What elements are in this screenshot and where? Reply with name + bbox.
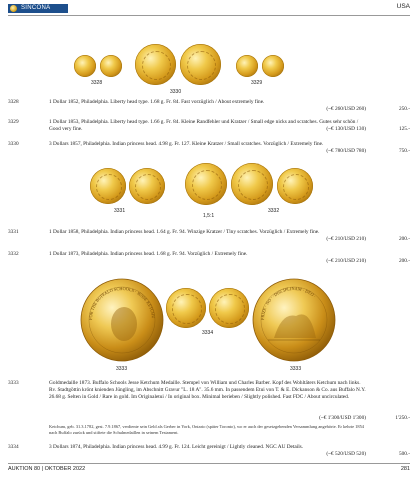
coin-3331-obverse (90, 168, 126, 204)
lot-number-3328: 3328 (8, 99, 19, 105)
lot-price-3331: 200.- (398, 236, 410, 242)
coin-3332-reverse (231, 163, 273, 205)
coin-3329-reverse (262, 55, 284, 77)
lot-number-3331: 3331 (8, 229, 19, 235)
lot-description-3328: 1 Dollar 1852, Philadelphia. Liberty head type. 1.68 g. Fr. 84. Fast vorzüglich / About extremely fine. (49, 99, 265, 105)
lot-description-3332: 1 Dollar 1873, Philadelphia. Indian princess head. 1.68 g. Fr. 94. Vorzüglich / Extremely fine. (49, 251, 248, 257)
lot-price-3334: 500.- (398, 451, 410, 457)
medal-reverse-legend: PRIZE · NO · ·DISCIPLINAM · DEO · (259, 285, 318, 321)
lot-price-3329: 125.- (398, 126, 410, 132)
lot-estimate-3329: (~€ 130/USD 130) (326, 126, 366, 132)
coin-label-3332: 3332 (268, 208, 280, 214)
coin-3334-reverse (209, 288, 249, 328)
medal-obverse-legend: FOR THE BUFFALO SCHOOLS · JESSE KETCHU (87, 285, 156, 321)
lot-number-3330: 3330 (8, 141, 19, 147)
brand-logo-icon (10, 5, 17, 12)
coin-3332-obverse (185, 163, 227, 205)
lot-estimate-3330: (~€ 780/USD 780) (326, 148, 366, 154)
lot-description-3334: 3 Dollars 1874, Philadelphia. Indian princess head. 4.99 g. Fr. 124. Leicht gereinigt / Lightly cleaned. NGC AU Details. (49, 444, 304, 450)
coin-3328-reverse (100, 55, 122, 77)
lot-number-3333: 3333 (8, 380, 19, 386)
coin-3328-obverse (74, 55, 96, 77)
coin-label-3334: 3334 (202, 330, 214, 336)
lot-number-3334: 3334 (8, 444, 19, 450)
brand-name: SINCONA (21, 5, 51, 11)
coin-3329-obverse (236, 55, 258, 77)
coin-label-3331: 3331 (114, 208, 126, 214)
coin-3330-reverse (180, 44, 221, 85)
footer-auction-info: AUKTION 80 | OKTOBER 2022 (8, 466, 86, 472)
medal-3333-obverse (80, 278, 164, 362)
lot-price-3330: 750.- (398, 148, 410, 154)
coin-3332-extra (277, 168, 313, 204)
lot-estimate-3332: (~€ 210/USD 210) (326, 258, 366, 264)
lot-estimate-3328: (~€ 260/USD 260) (326, 106, 366, 112)
header-divider (8, 15, 410, 16)
lot-price-3328: 250.- (398, 106, 410, 112)
lot-description-3329: 1 Dollar 1853, Philadelphia. Liberty head type. 1.66 g. Fr. 84. Kleine Randfehler und Kratzer / Small edge nicks and scratches. Gutes sehr schön / Good very fine. (49, 119, 359, 132)
coin-3334-obverse (166, 288, 206, 328)
lot-description-3330: 3 Dollars 1857, Philadelphia. Indian princess head. 4.98 g. Fr. 127. Kleine Kratzer / Small scratches. Vorzüglich / Extremely fine. (49, 141, 324, 147)
coin-3330-obverse (135, 44, 176, 85)
medal-3333-reverse (252, 278, 336, 362)
scale-label: 1,5:1 (203, 213, 215, 219)
lot-number-3329: 3329 (8, 119, 19, 125)
lot-description-3333: Goldmedaille 1873. Buffalo Schools Jesse Ketchum Medaille. Stempel von William und Charles Barber. Kopf des Wohltäters Ketchum nach links. Rv. Stadtgöttin krönt knienden Jüngling, im Abschnitt Gravur "L. 18 A". 35.6 mm. In passendem Etui von T. & E. Dickanson & Co. aus Buffalo N.Y. 26.68 g. Selten in Gold / Rare in gold. Im Originaletui / In original box. Minimal berieben / Slightly polished. Fast FDC / About uncirculated. (49, 380, 366, 400)
lot-price-3332: 200.- (398, 258, 410, 264)
coin-label-3328: 3328 (91, 80, 103, 86)
lot-description-3331: 1 Dollar 1858, Philadelphia. Indian princess head. 1.64 g. Fr. 94. Winzige Kratzer / Tiny scratches. Vorzüglich / Extremely fine. (49, 229, 320, 235)
lot-estimate-3334: (~€ 520/USD 520) (326, 451, 366, 457)
lot-number-3332: 3332 (8, 251, 19, 257)
lot-estimate-3333: (~€ 1'300/USD 1'300) (319, 415, 366, 421)
lot-price-3333: 1'250.- (395, 415, 410, 421)
coin-3331-reverse (129, 168, 165, 204)
section-title: USA (396, 3, 410, 10)
coin-label-3329: 3329 (251, 80, 263, 86)
lot-footnote-3333: Ketchum, geb. 31.3.1782, gest. 7.9.1867, verdiente sein Geld als Gerber in York, Ontario (später Toronto), wo er auch der gesetzgebenden Versammlung angehörte. Er kehrte 1854 nach Buffalo zurück und stiftete die Schulmedaillen in seinem Testament. (49, 424, 364, 435)
page-number: 281 (400, 466, 410, 472)
coin-label-3330: 3330 (170, 89, 182, 95)
coin-label-3333-obverse: 3333 (116, 366, 128, 372)
footer-divider (8, 463, 410, 464)
coin-label-3333-reverse: 3333 (290, 366, 302, 372)
lot-estimate-3331: (~€ 210/USD 210) (326, 236, 366, 242)
